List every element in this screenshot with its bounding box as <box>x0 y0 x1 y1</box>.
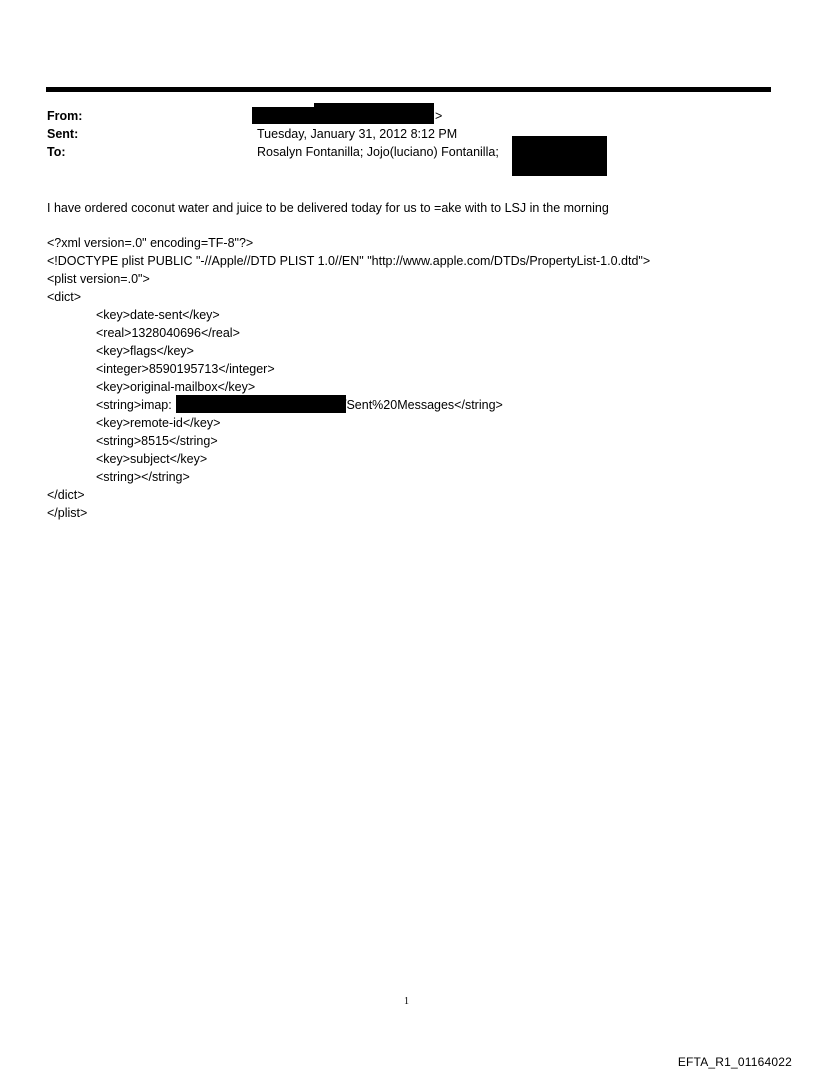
plist-entry: <key>remote-id</key> <box>96 416 221 430</box>
redaction-from-email <box>314 103 434 124</box>
plist-entry: <key>original-mailbox</key> <box>96 380 256 394</box>
from-value-suffix: > <box>435 109 443 123</box>
plist-entry: <key>flags</key> <box>96 344 194 358</box>
plist-entry: <key>subject</key> <box>96 452 208 466</box>
to-value: Rosalyn Fontanilla; Jojo(luciano) Fontanilla; <box>257 145 499 159</box>
message-body: I have ordered coconut water and juice to be delivered today for us to =ake with to LSJ in the morning <box>47 201 609 215</box>
redaction-from-name <box>252 107 316 124</box>
redaction-imap-account <box>176 395 346 413</box>
plist-entry-mailbox-suffix: /Sent%20Messages</string> <box>343 398 503 412</box>
header-rule <box>46 87 771 92</box>
plist-entry: <string>8515</string> <box>96 434 218 448</box>
plist-entry: <string></string> <box>96 470 190 484</box>
xml-declaration: <?xml version=.0" encoding=TF-8"?> <box>47 236 254 250</box>
plist-entry-mailbox-prefix: <string>imap: <box>96 398 172 412</box>
sent-label: Sent: <box>47 127 79 141</box>
plist-open: <plist version=.0"> <box>47 272 150 286</box>
to-label: To: <box>47 145 66 159</box>
plist-entry: <real>1328040696</real> <box>96 326 240 340</box>
sent-value: Tuesday, January 31, 2012 8:12 PM <box>257 127 458 141</box>
redaction-to-recipient <box>512 136 607 176</box>
dict-open: <dict> <box>47 290 82 304</box>
plist-close: </plist> <box>47 506 88 520</box>
dict-close: </dict> <box>47 488 85 502</box>
doctype-line: <!DOCTYPE plist PUBLIC "-//Apple//DTD PLIST 1.0//EN" "http://www.apple.com/DTDs/PropertyList-1.0.dtd"> <box>47 254 651 268</box>
plist-entry: <integer>8590195713</integer> <box>96 362 275 376</box>
page-number: 1 <box>404 996 409 1007</box>
plist-entry: <key>date-sent</key> <box>96 308 220 322</box>
bates-number: EFTA_R1_01164022 <box>677 1055 792 1069</box>
from-label: From: <box>47 109 83 123</box>
